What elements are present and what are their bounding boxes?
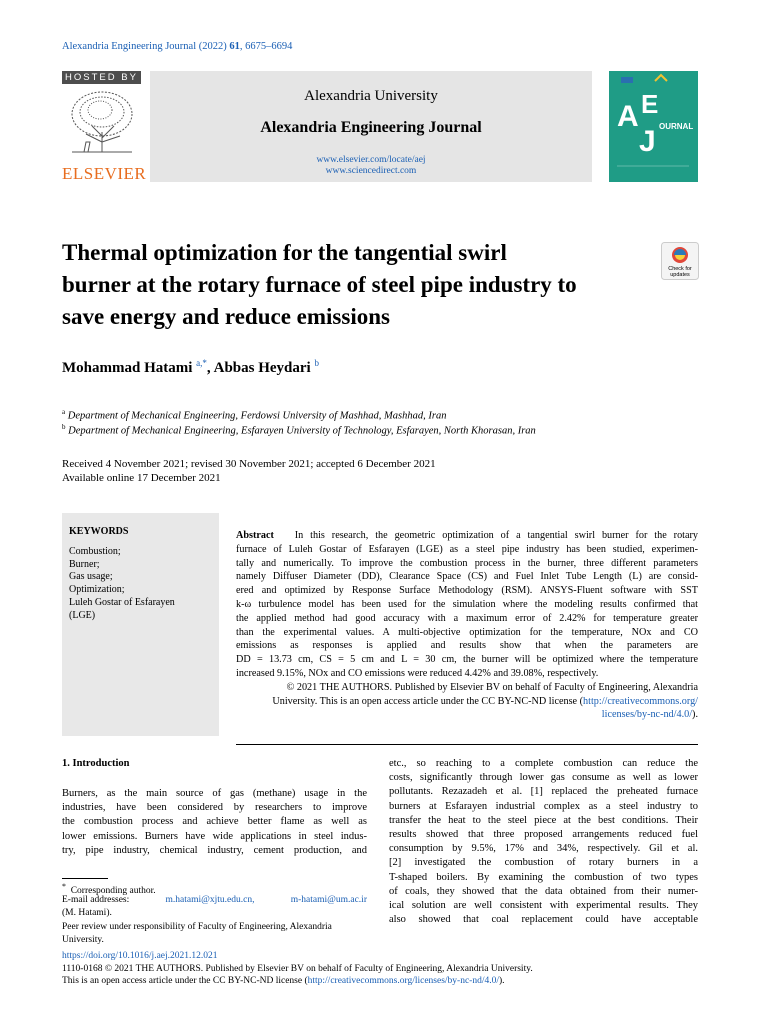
abstract-license: [236, 695, 698, 709]
abstract-copyright: [236, 681, 698, 695]
license-link[interactable]: http://creativecommons.org/: [583, 695, 698, 707]
footer-license-text: This is an open access article under the CC BY-NC-ND license (: [62, 976, 308, 986]
abstract-line: than the experimental values. A multi-objective optimization for the temperature, NOx and CO: [236, 626, 698, 638]
intro-line: try, pipe industry, chemical industry, cement production, and: [62, 844, 367, 856]
abstract-line: emissions as responses is applied and results show that when the parameters are: [236, 640, 698, 652]
author-list: [62, 358, 319, 377]
citation-volume: 61: [229, 41, 240, 52]
footnote-divider: [62, 878, 108, 879]
intro-line: transfer the heat to the steel piece at the best conditions. Their: [389, 814, 698, 826]
author-affiliation-mark[interactable]: a,*: [196, 358, 207, 368]
intro-line: lower emissions. Burners have wide applications in steel indus-: [62, 830, 367, 842]
affiliation-mark: b: [62, 423, 66, 431]
journal-citation[interactable]: [62, 41, 292, 52]
svg-text:OURNAL: OURNAL: [659, 122, 694, 131]
abstract-line: DD = 13.73 cm, CS = 5 cm and L = 30 cm, the burner will be optimized where the temperature: [236, 654, 698, 666]
abstract-line: increased 9.15%, NOx and CO emissions were reduced 4.42% and 39.08%, respectively.: [236, 667, 599, 679]
email-label: E-mail addresses:: [62, 895, 130, 905]
elsevier-logo[interactable]: ELSEVIER: [62, 164, 147, 183]
abstract-line: ered and optimized by Response Surface Methodology (RSM). ANSYS-Fluent software with SST: [236, 585, 698, 597]
doi-link[interactable]: https://doi.org/10.1016/j.aej.2021.12.021: [62, 951, 218, 961]
received-dates: Received 4 November 2021; revised 30 November 2021; accepted 6 December 2021: [62, 458, 436, 470]
intro-line: of coals, they showed that the data obtained from their numer-: [389, 885, 698, 897]
citation-pages: , 6675–6694: [239, 41, 293, 52]
intro-line: T-shaped boilers. By examining the combustion of two types: [389, 871, 698, 883]
intro-line: the combustion process and achieve better flame as well as: [62, 816, 367, 828]
license-link[interactable]: licenses/by-nc-nd/4.0/: [601, 709, 693, 721]
intro-line: [2] investigated the combustion of rotary burners in a: [389, 857, 698, 869]
article-title: [62, 237, 622, 333]
title-line: save energy and reduce emissions: [62, 304, 390, 329]
affiliation-text: Department of Mechanical Engineering, Esfarayen University of Technology, Esfarayen, North Khorasan, Iran: [68, 425, 536, 437]
citation-journal: Alexandria Engineering Journal: [62, 41, 197, 52]
footer-license-link[interactable]: http://creativecommons.org/licenses/by-nc-nd/4.0/: [307, 976, 499, 986]
peer-review-note: Peer review under responsibility of Faculty of Engineering, Alexandria: [62, 922, 332, 932]
university-name: Alexandria University: [304, 88, 438, 104]
copyright-text: © 2021 THE AUTHORS. Published by Elsevier BV on behalf of Faculty of Engineering, Alexandria: [286, 681, 698, 693]
intro-line: [389, 785, 698, 799]
intro-left-column: [62, 787, 367, 858]
elsevier-tree-icon: [62, 86, 142, 158]
abstract-text: In this research, the geometric optimization of a tangential swirl burner for the rotary: [294, 530, 698, 541]
license-text: ).: [692, 709, 698, 721]
abstract-label: Abstract: [236, 530, 274, 541]
keyword-item: Optimization;: [69, 584, 125, 596]
sciencedirect-link[interactable]: www.sciencedirect.com: [325, 166, 417, 176]
intro-line: etc., so reaching to a complete combustion can reduce the: [389, 758, 698, 769]
keyword-item: (LGE): [69, 609, 96, 621]
abstract-license-end: [236, 708, 698, 722]
abstract-line: [236, 529, 698, 543]
keywords-heading: KEYWORDS: [69, 526, 129, 537]
affiliation: [62, 408, 446, 422]
journal-url-link[interactable]: www.elsevier.com/locate/aej: [316, 155, 426, 165]
intro-line-text: pollutants. Rezazadeh et al. [1] replaced the preheated furnace: [389, 786, 698, 798]
journal-header-band: [150, 71, 592, 182]
author-separator: ,: [206, 360, 214, 376]
check-for-updates-label: Check for updates: [668, 266, 692, 278]
email-owner: (M. Hatami).: [62, 908, 112, 918]
journal-name: Alexandria Engineering Journal: [260, 119, 482, 136]
affiliation: [62, 423, 536, 437]
title-line: Thermal optimization for the tangential swirl: [62, 240, 507, 265]
email-link[interactable]: m-hatami@um.ac.ir: [290, 895, 367, 905]
footnote-mark: *: [62, 882, 66, 891]
intro-line: costs, significantly through lower gas consume as well as lower: [389, 772, 698, 784]
abstract-line: the applied method had good accuracy with a maximum error of 2.42% for temperature greater: [236, 612, 698, 624]
journal-cover-image[interactable]: [609, 71, 698, 182]
abstract-divider: [236, 744, 698, 745]
section-heading: 1. Introduction: [62, 758, 130, 769]
intro-line: also showed that coal replacement could have acceptable: [389, 914, 698, 926]
intro-line: industries, have been considered by researchers to improve: [62, 802, 367, 814]
intro-line: Burners, as the main source of gas (methane) usage in the: [62, 788, 367, 799]
keyword-item: Burner;: [69, 558, 100, 570]
abstract-line: namely Diffuser Diameter (DD), Clearance Space (CS) and Fuel Inlet Tube Length (L) are consid-: [236, 571, 698, 583]
peer-review-note: University.: [62, 935, 104, 945]
title-line: burner at the rotary furnace of steel pipe industry to: [62, 272, 577, 297]
author-name: Mohammad Hatami: [62, 360, 193, 376]
affiliation-mark: a: [62, 408, 66, 416]
abstract-line: k-ω turbulence model has been used for the simulation where the modeling results confirmed that: [236, 598, 698, 610]
keyword-item: Combustion;: [69, 546, 121, 557]
intro-line: ical solution are well consistent with experimental results. They: [389, 900, 698, 912]
abstract-line: tally and numerically. To improve the combustion process in the burner, three different parameters: [236, 557, 698, 569]
available-online-date: Available online 17 December 2021: [62, 472, 221, 484]
author-name: Abbas Heydari: [213, 360, 311, 376]
keyword-item: Luleh Gostar of Esfarayen: [69, 596, 175, 608]
footer-license: [62, 975, 505, 987]
journal-cover-art-icon: [609, 71, 698, 182]
svg-text:J: J: [639, 125, 656, 158]
keywords-list: [69, 546, 175, 622]
keywords-box: [62, 513, 219, 736]
footnote-text: Corresponding author.: [70, 886, 156, 897]
license-text: University. This is an open access article under the CC BY-NC-ND license (: [272, 695, 584, 707]
issn-copyright: 1110-0168 © 2021 THE AUTHORS. Published by Elsevier BV on behalf of Faculty of Engineering, Alexandria University.: [62, 964, 533, 974]
hosted-by-label: HOSTED BY: [62, 71, 141, 84]
abstract: [236, 529, 698, 722]
svg-text:E: E: [641, 89, 659, 119]
email-addresses: [62, 894, 367, 906]
intro-line: consumption by 9.5%, 17% and 34%, respectively. Gil et al.: [389, 843, 698, 855]
intro-line: results showed that three proposed arrangements reduced fuel: [389, 829, 698, 841]
author-affiliation-mark[interactable]: b: [314, 358, 319, 368]
abstract-line: furnace of Luleh Gostar of Esfarayen (LGE) as a steel pipe industry has been studied, experimen-: [236, 543, 698, 555]
keyword-item: Gas usage;: [69, 571, 113, 583]
intro-line: burners at Esfarayen industrial complex as a steel industry to: [389, 800, 698, 812]
svg-text:A: A: [617, 100, 639, 133]
email-link[interactable]: m.hatami@xjtu.edu.cn,: [165, 895, 255, 905]
citation-year: (2022): [198, 41, 227, 52]
intro-right-column: [389, 757, 698, 927]
footer-license-text: ).: [499, 976, 505, 986]
affiliation-text: Department of Mechanical Engineering, Ferdowsi University of Mashhad, Mashhad, Iran: [67, 410, 447, 422]
